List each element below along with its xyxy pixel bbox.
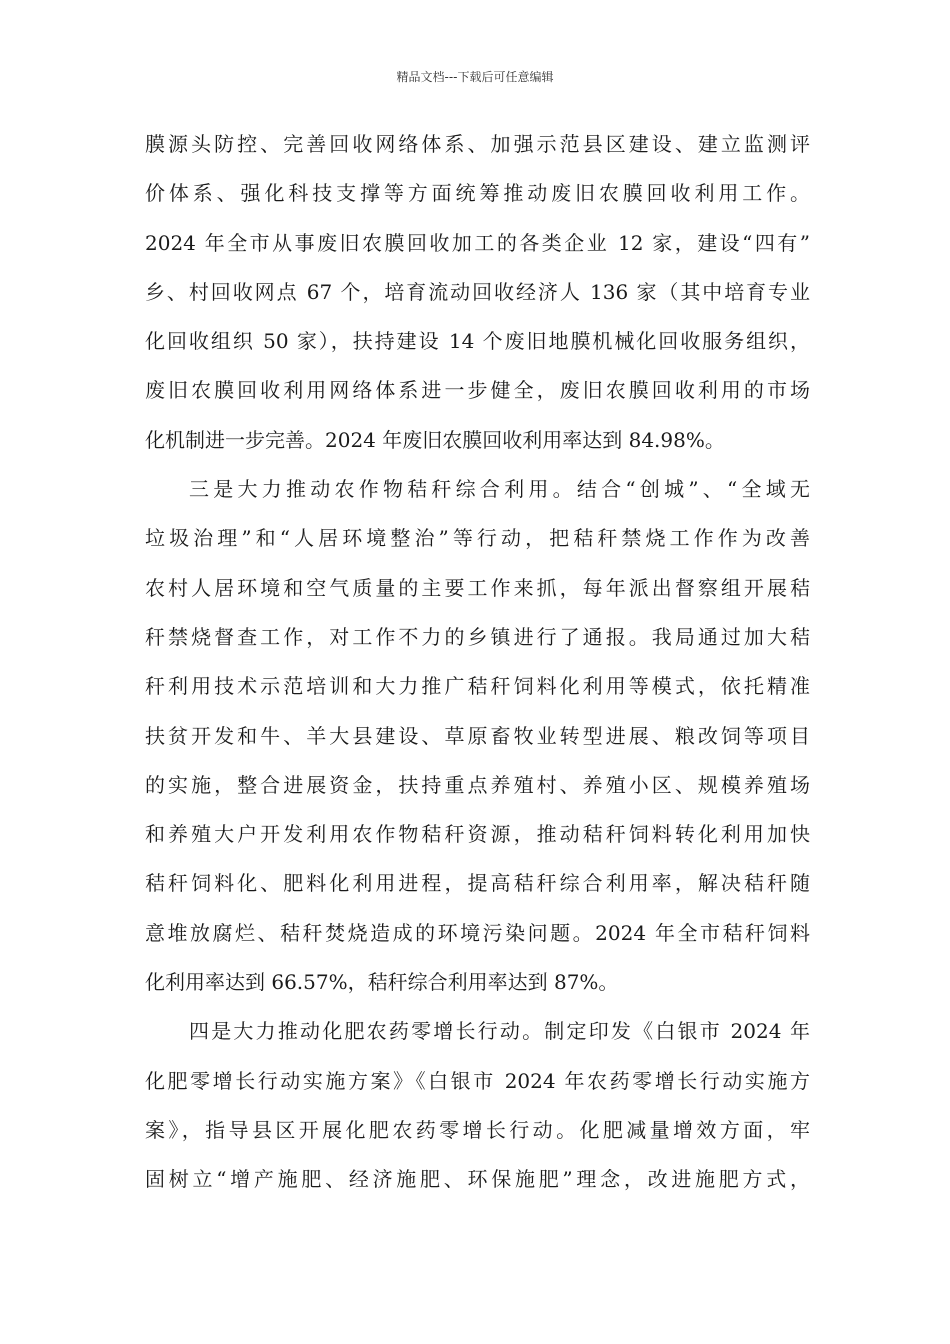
paragraph-3-line: 案》，指导县区开展化肥农药零增长行动。化肥减量增效方面，牢 xyxy=(145,1117,810,1142)
paragraph-2-line: 秸秆饲料化、肥料化利用进程，提高秸秆综合利用率，解决秸秆随 xyxy=(145,871,810,896)
paragraph-1-line: 膜源头防控、完善回收网络体系、加强示范县区建设、建立监测评 xyxy=(145,132,810,156)
paragraph-2-line: 扶贫开发和牛、羊大县建设、草原畜牧业转型进展、粮改饲等项目 xyxy=(145,723,810,748)
paragraph-1-line: 2024 年全市从事废旧农膜回收加工的各类企业 12 家，建设“四有” xyxy=(145,230,810,255)
paragraph-2-line: 意堆放腐烂、秸秆焚烧造成的环境污染问题。2024 年全市秸秆饲料 xyxy=(145,920,810,945)
paragraph-3-line: 固树立“增产施肥、经济施肥、环保施肥”理念，改进施肥方式， xyxy=(145,1167,810,1192)
paragraph-3-line: 四是大力推动化肥农药零增长行动。制定印发《白银市 2024 年 xyxy=(189,1019,810,1044)
paragraph-2-line: 和养殖大户开发利用农作物秸秆资源，推动秸秆饲料转化利用加快 xyxy=(145,822,810,847)
paragraph-1-line: 废旧农膜回收利用网络体系进一步健全，废旧农膜回收利用的市场 xyxy=(145,378,810,403)
paragraph-1-line: 乡、村回收网点 67 个，培育流动回收经济人 136 家（其中培育专业 xyxy=(145,279,810,304)
paragraph-2-line: 垃圾治理”和“人居环境整治”等行动，把秸秆禁烧工作作为改善 xyxy=(145,526,810,551)
paragraph-2-line: 三是大力推动农作物秸秆综合利用。结合“创城”、“全域无 xyxy=(189,477,810,502)
paragraph-1-line: 价体系、强化科技支撑等方面统筹推动废旧农膜回收利用工作。 xyxy=(145,181,810,206)
paragraph-2-line: 农村人居环境和空气质量的主要工作来抓，每年派出督察组开展秸 xyxy=(145,575,810,600)
paragraph-2-line: 秆利用技术示范培训和大力推广秸秆饲料化利用等模式，依托精准 xyxy=(145,674,810,699)
document-body xyxy=(145,132,810,1217)
page-header: 精品文档---下载后可任意编辑 xyxy=(396,70,554,84)
paragraph-2-line: 秆禁烧督查工作，对工作不力的乡镇进行了通报。我局通过加大秸 xyxy=(145,624,810,649)
paragraph-3-line: 化肥零增长行动实施方案》《白银市 2024 年农药零增长行动实施方 xyxy=(145,1068,810,1093)
paragraph-2-line: 的实施，整合进展资金，扶持重点养殖村、养殖小区、规模养殖场 xyxy=(145,772,810,797)
paragraph-2-line: 化利用率达到 66.57%，秸秆综合利用率达到 87%。 xyxy=(145,970,619,995)
paragraph-1-line: 化机制进一步完善。2024 年废旧农膜回收利用率达到 84.98%。 xyxy=(145,427,725,452)
paragraph-1-line: 化回收组织 50 家），扶持建设 14 个废旧地膜机械化回收服务组织， xyxy=(145,329,810,354)
